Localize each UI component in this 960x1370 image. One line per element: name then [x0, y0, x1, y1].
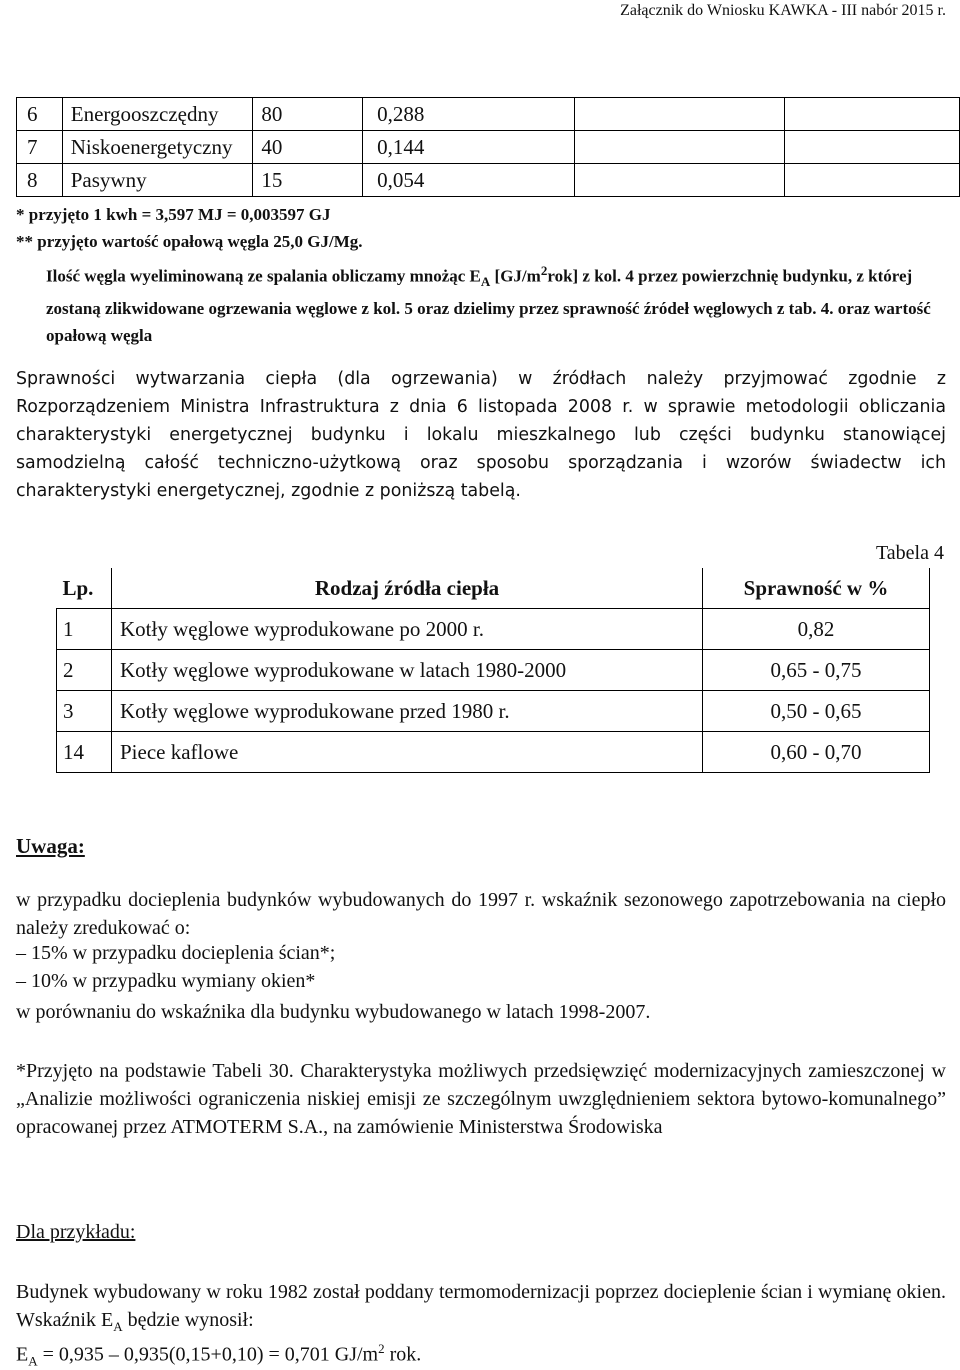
footnote-1: * przyjęto 1 kwh = 3,597 MJ = 0,003597 GJ [16, 205, 331, 224]
column-header-efficiency: Sprawność w % [703, 568, 930, 609]
table-cell: 6 [17, 98, 63, 131]
table-cell: Niskoenergetyczny [62, 131, 253, 164]
table-cell [574, 131, 784, 164]
footnote-2: ** przyjęto wartość opałową węgla 25,0 GJ/Mg. [16, 232, 363, 251]
note-item: – 15% w przypadku docieplenia ścian*; [16, 942, 336, 964]
table-cell: Kotły węglowe wyprodukowane przed 1980 r. [112, 691, 703, 732]
table-cell: 8 [17, 164, 63, 197]
example-formula [16, 1341, 421, 1370]
table-cell [784, 164, 960, 197]
energy-class-table [16, 97, 960, 197]
formula-tail: rok. [384, 1343, 422, 1366]
footnote-3-text-a: Ilość węgla wyeliminowaną ze spalania obliczamy mnożąc E [46, 266, 481, 286]
column-header-lp: Lp. [57, 568, 112, 609]
table-cell [574, 164, 784, 197]
table-cell [784, 98, 960, 131]
footnote-3-text-b: [GJ/m [490, 266, 541, 286]
note-text-end: w porównaniu do wskaźnika dla budynku wybudowanego w latach 1998-2007. [16, 1001, 651, 1023]
column-header-source: Rodzaj źródła ciepła [112, 568, 703, 609]
footnote-3-subscript: A [480, 274, 491, 290]
table-row [57, 650, 930, 691]
footnote-3 [46, 257, 950, 349]
table-cell: Pasywny [62, 164, 253, 197]
table-row [17, 131, 960, 164]
table-caption: Tabela 4 [875, 542, 944, 564]
page-header: Załącznik do Wniosku KAWKA - III nabór 2015 r. [620, 2, 946, 19]
example-text-a: Budynek wybudowany w roku 1982 został poddany termomodernizacji poprzez docieplenie ścian i wymianę okien. Wskaźnik E [16, 1281, 946, 1331]
table-cell: 0,144 [363, 131, 575, 164]
example-title: Dla przykładu: [16, 1221, 136, 1243]
table-cell: Kotły węglowe wyprodukowane w latach 1980-2000 [112, 650, 703, 691]
footnote-3-text-c: rok] z kol. 4 przez powierzchnię budynku, z której zostaną zlikwidowane ogrzewania węglowe z kol. 5 oraz dzielimy przez sprawność źródeł węglowych z tab. 4. oraz wartość opałową węgla [46, 266, 931, 346]
table-cell: Energooszczędny [62, 98, 253, 131]
table-row [17, 164, 960, 197]
table-cell [784, 131, 960, 164]
table-cell: 0,82 [703, 609, 930, 650]
table-row [57, 732, 930, 773]
note-text: w przypadku docieplenia budynków wybudowanych do 1997 r. wskaźnik sezonowego zapotrzebowania na ciepło należy zredukować o: [16, 889, 946, 939]
table-cell: 0,50 - 0,65 [703, 691, 930, 732]
table-cell [574, 98, 784, 131]
table-cell: 0,288 [363, 98, 575, 131]
table-cell: 0,60 - 0,70 [703, 732, 930, 773]
table-cell: Kotły węglowe wyprodukowane po 2000 r. [112, 609, 703, 650]
source-note: *Przyjęto na podstawie Tabeli 30. Charakterystyka możliwych przedsięwzięć modernizacyjnych zamieszczonej w „Analizie możliwości ograniczenia niskiej emisji ze szczególnym uwzględnieniem sektora bytowo-komunalnego” opracowanej przez ATMOTERM S.A., na zamówienie Ministerstwa Środowiska [16, 1060, 946, 1138]
formula-subscript: A [28, 1353, 38, 1369]
table-header-row [57, 568, 930, 609]
efficiency-paragraph: Sprawności wytwarzania ciepła (dla ogrzewania) w źródłach należy przyjmować zgodnie z Rozporządzeniem Ministra Infrastruktura z dnia 6 listopada 2008 r. w sprawie metodologii obliczania charakterystyki energetycznej budynku i lokalu mieszkalnego lub części budynku stanowiącej samodzielną całość techniczno-użytkową oraz sposobu sporządzania i wzorów świadectw ich charakterystyki energetycznej, zgodnie z poniższą tabelą. [16, 369, 946, 501]
heat-source-efficiency-table [56, 568, 930, 773]
table-cell: 14 [57, 732, 112, 773]
footnote-3-superscript: 2 [540, 263, 548, 278]
note-item: – 10% w przypadku wymiany okien* [16, 970, 316, 992]
formula-body: = 0,935 – 0,935(0,15+0,10) = 0,701 GJ/m [37, 1343, 379, 1366]
formula-superscript: 2 [378, 1341, 385, 1356]
table-cell: 1 [57, 609, 112, 650]
table-row [17, 98, 960, 131]
table-row [57, 691, 930, 732]
formula-symbol: E [16, 1343, 29, 1366]
table-row [57, 609, 930, 650]
table-cell: 15 [253, 164, 363, 197]
table-cell: 0,054 [363, 164, 575, 197]
example-subscript: A [113, 1319, 123, 1334]
example-text [16, 1278, 946, 1341]
note-title: Uwaga: [16, 834, 85, 858]
table-cell: Piece kaflowe [112, 732, 703, 773]
table-cell: 0,65 - 0,75 [703, 650, 930, 691]
table-cell: 40 [253, 131, 363, 164]
example-text-b: będzie wynosił: [122, 1309, 254, 1331]
table-cell: 80 [253, 98, 363, 131]
table-cell: 7 [17, 131, 63, 164]
table-cell: 2 [57, 650, 112, 691]
table-cell: 3 [57, 691, 112, 732]
